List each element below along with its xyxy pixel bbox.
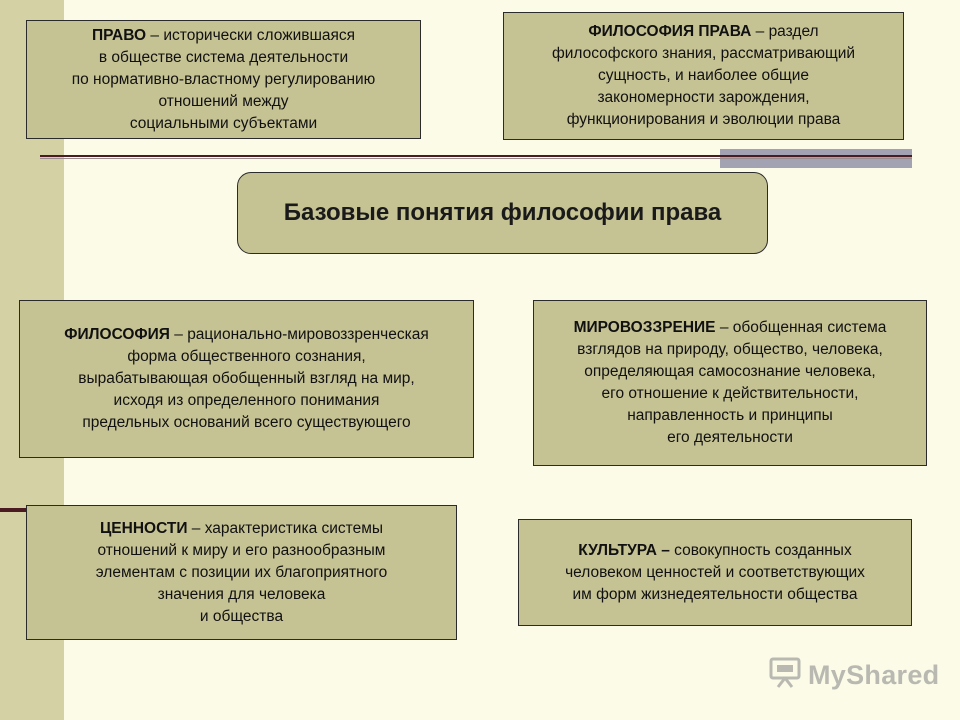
line: элементам с позиции их благоприятного: [95, 563, 388, 581]
line: вырабатывающая обобщенный взгляд на мир,: [78, 370, 415, 387]
box-mirovozzrenie: [533, 300, 927, 466]
line: исторически сложившаяся: [163, 26, 356, 44]
term-tsennosti: ЦЕННОСТИ: [99, 519, 188, 537]
line: по нормативно-властному регулированию: [71, 70, 376, 88]
term-pravo: ПРАВО: [91, 26, 147, 44]
line: функционирования и эволюции права: [566, 111, 841, 128]
term-mirovozzrenie: МИРОВОЗЗРЕНИЕ: [573, 319, 716, 336]
line: раздел: [768, 23, 819, 40]
line: обобщенная система: [732, 319, 887, 336]
line: исходя из определенного понимания: [113, 392, 380, 409]
line: отношений к миру и его разнообразным: [97, 541, 386, 559]
line: сущность, и наиболее общие: [597, 67, 810, 84]
line: рационально-мировоззренческая: [187, 326, 429, 343]
line: форма общественного сознания,: [127, 348, 366, 365]
line: взглядов на природу, общество, человека,: [577, 341, 883, 358]
box-filosofiya-prava: [503, 12, 904, 140]
line: в обществе система деятельности: [98, 48, 349, 66]
term-kultura: КУЛЬТУРА –: [578, 541, 670, 559]
sep: –: [146, 26, 164, 44]
box-kultura: [518, 519, 912, 626]
sep: –: [715, 319, 733, 336]
line: совокупность созданных: [674, 541, 852, 559]
line: значения для человека: [157, 585, 326, 603]
line: его деятельности: [667, 429, 793, 446]
line: отношений между: [158, 92, 289, 110]
term-filosofiya: ФИЛОСОФИЯ: [64, 326, 170, 343]
diagram-title: Базовые понятия философии права: [237, 172, 768, 254]
box-filosofiya: [19, 300, 474, 458]
line: его отношение к действительности,: [601, 385, 859, 402]
divider-line: [40, 155, 912, 157]
line: им форм жизнедеятельности общества: [572, 585, 858, 603]
box-tsennosti: [26, 505, 457, 640]
watermark-text: MyShared: [808, 660, 940, 690]
sep: –: [751, 23, 769, 40]
line: предельных оснований всего существующего: [82, 414, 411, 431]
box-pravo: [26, 20, 421, 139]
line: человеком ценностей и соответствующих: [565, 563, 865, 581]
line: направленность и принципы: [627, 407, 833, 424]
sep: –: [169, 326, 188, 343]
projector-icon: [768, 656, 802, 695]
line: характеристика системы: [204, 519, 384, 537]
line: определяющая самосознание человека,: [584, 363, 876, 380]
sep: –: [187, 519, 205, 537]
line: социальными субъектами: [129, 114, 318, 132]
line: закономерности зарождения,: [597, 89, 810, 106]
term-filosofiya-prava: ФИЛОСОФИЯ ПРАВА: [588, 23, 752, 40]
watermark-logo: [768, 656, 939, 695]
divider-line-shadow: [40, 158, 912, 159]
line: и общества: [199, 607, 284, 625]
line: философского знания, рассматривающий: [551, 45, 856, 62]
